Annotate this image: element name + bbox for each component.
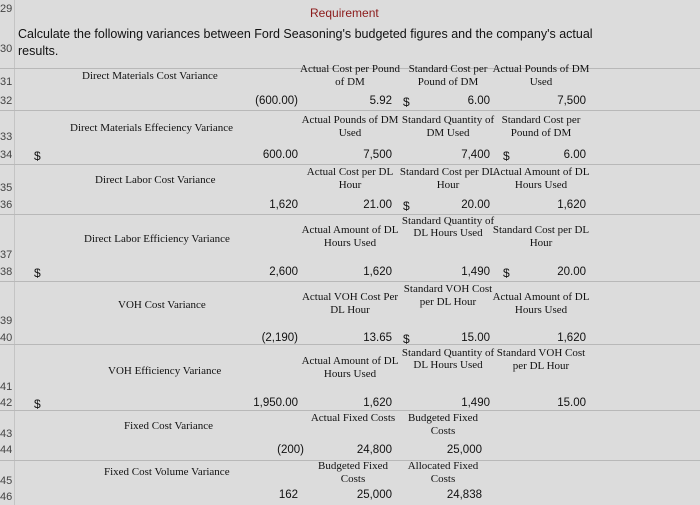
- dm-cost-header-1: Actual Cost per Pound of DM: [300, 63, 400, 88]
- row-number[interactable]: 38: [0, 266, 13, 278]
- requirement-title: Requirement: [310, 6, 379, 20]
- dl-eff-value-2[interactable]: 1,490: [461, 266, 490, 278]
- row-number[interactable]: 32: [0, 95, 13, 107]
- dm-eff-value-1[interactable]: 7,500: [363, 149, 392, 161]
- voh-cost-label: VOH Cost Variance: [118, 299, 206, 311]
- dl-eff-label: Direct Labor Efficiency Variance: [84, 233, 230, 245]
- dl-eff-header-2: Standard Quantity of DL Hours Used: [401, 215, 495, 239]
- dm-cost-variance[interactable]: (600.00): [255, 95, 298, 107]
- dm-eff-label: Direct Materials Effeciency Variance: [70, 122, 233, 134]
- dollar-sign: $: [34, 397, 41, 411]
- voh-cost-value-2[interactable]: 15.00: [461, 332, 490, 344]
- dm-cost-value-2[interactable]: 6.00: [467, 95, 490, 107]
- dl-eff-value-1[interactable]: 1,620: [363, 266, 392, 278]
- voh-cost-header-3: Actual Amount of DL Hours Used: [492, 291, 590, 316]
- dl-cost-value-1[interactable]: 21.00: [363, 199, 392, 211]
- dm-cost-header-2: Standard Cost per Pound of DM: [408, 63, 488, 88]
- dm-cost-label: Direct Materials Cost Variance: [82, 70, 218, 82]
- dl-cost-header-3: Actual Amount of DL Hours Used: [492, 166, 590, 191]
- fixed-cost-value-2[interactable]: 25,000: [446, 444, 482, 456]
- dl-eff-header-3: Standard Cost per DL Hour: [492, 224, 590, 249]
- grid-line: [0, 164, 700, 165]
- row-number[interactable]: 45: [0, 475, 13, 487]
- dollar-sign: $: [34, 266, 41, 280]
- dollar-sign: $: [503, 149, 510, 163]
- dollar-sign: $: [403, 95, 410, 109]
- dl-eff-variance[interactable]: 2,600: [269, 266, 298, 278]
- row-number[interactable]: 35: [0, 182, 13, 194]
- fixed-vol-header-1: Budgeted Fixed Costs: [318, 460, 388, 485]
- row-number[interactable]: 39: [0, 315, 13, 327]
- fixed-cost-header-2: Budgeted Fixed Costs: [408, 412, 478, 437]
- row-number[interactable]: 41: [0, 381, 13, 393]
- dollar-sign: $: [403, 332, 410, 346]
- row-header-divider: [14, 0, 15, 505]
- dollar-sign: $: [503, 266, 510, 280]
- dollar-sign: $: [34, 149, 41, 163]
- dl-eff-value-3[interactable]: 20.00: [557, 266, 586, 278]
- voh-cost-value-1[interactable]: 13.65: [363, 332, 392, 344]
- grid-line: [0, 281, 700, 282]
- row-number[interactable]: 31: [0, 76, 13, 88]
- row-number[interactable]: 33: [0, 131, 13, 143]
- row-number[interactable]: 44: [0, 444, 13, 456]
- fixed-cost-value-1[interactable]: 24,800: [356, 444, 392, 456]
- row-number[interactable]: 37: [0, 249, 13, 261]
- dm-eff-variance[interactable]: 600.00: [262, 149, 298, 161]
- fixed-cost-variance[interactable]: (200): [277, 444, 304, 456]
- fixed-vol-header-2: Allocated Fixed Costs: [407, 460, 479, 485]
- voh-cost-variance[interactable]: (2,190): [261, 332, 298, 344]
- fixed-vol-value-1[interactable]: 25,000: [356, 489, 392, 501]
- row-number[interactable]: 40: [0, 332, 13, 344]
- dm-eff-header-3: Standard Cost per Pound of DM: [501, 114, 581, 139]
- voh-cost-value-3[interactable]: 1,620: [557, 332, 586, 344]
- voh-cost-header-1: Actual VOH Cost Per DL Hour: [301, 291, 399, 316]
- fixed-vol-value-2[interactable]: 24,838: [446, 489, 482, 501]
- row-number[interactable]: 29: [0, 3, 13, 15]
- row-number[interactable]: 34: [0, 149, 13, 161]
- dollar-sign: $: [403, 199, 410, 213]
- fixed-vol-variance[interactable]: 162: [278, 489, 298, 501]
- dm-eff-value-3[interactable]: 6.00: [563, 149, 586, 161]
- requirement-text: Calculate the following variances between Ford Seasoning's budgeted figures and the company's actual results.: [18, 27, 593, 58]
- dl-cost-value-2[interactable]: 20.00: [461, 199, 490, 211]
- row-number[interactable]: 36: [0, 199, 13, 211]
- dm-cost-header-3: Actual Pounds of DM Used: [492, 63, 590, 88]
- dm-eff-header-2: Standard Quantity of DM Used: [401, 114, 495, 139]
- dm-cost-value-3[interactable]: 7,500: [557, 95, 586, 107]
- dl-cost-header-2: Standard Cost per DL Hour: [399, 166, 497, 191]
- voh-eff-variance[interactable]: 1,950.00: [253, 397, 298, 409]
- dl-cost-label: Direct Labor Cost Variance: [95, 174, 216, 186]
- row-number[interactable]: 43: [0, 428, 13, 440]
- dm-eff-value-2[interactable]: 7,400: [461, 149, 490, 161]
- fixed-cost-header-1: Actual Fixed Costs: [310, 412, 396, 424]
- grid-line: [0, 344, 700, 345]
- dl-eff-header-1: Actual Amount of DL Hours Used: [301, 224, 399, 249]
- dl-cost-header-1: Actual Cost per DL Hour: [306, 166, 394, 191]
- voh-eff-label: VOH Efficiency Variance: [108, 365, 222, 377]
- grid-line: [0, 110, 700, 111]
- row-number[interactable]: 42: [0, 397, 13, 409]
- voh-eff-value-3[interactable]: 15.00: [557, 397, 586, 409]
- row-number[interactable]: 46: [0, 491, 13, 503]
- fixed-cost-label: Fixed Cost Variance: [124, 420, 214, 432]
- dl-cost-value-3[interactable]: 1,620: [557, 199, 586, 211]
- row-number[interactable]: 30: [0, 43, 13, 55]
- voh-eff-header-2: Standard Quantity of DL Hours Used: [401, 347, 495, 371]
- voh-eff-header-3: Standard VOH Cost per DL Hour: [496, 347, 586, 372]
- dm-eff-header-1: Actual Pounds of DM Used: [301, 114, 399, 139]
- fixed-vol-label: Fixed Cost Volume Variance: [104, 466, 230, 478]
- grid-line: [0, 214, 700, 215]
- grid-line: [0, 410, 700, 411]
- voh-eff-header-1: Actual Amount of DL Hours Used: [301, 355, 399, 380]
- dm-cost-value-1[interactable]: 5.92: [369, 95, 392, 107]
- dl-cost-variance[interactable]: 1,620: [269, 199, 298, 211]
- voh-cost-header-2: Standard VOH Cost per DL Hour: [403, 283, 493, 308]
- voh-eff-value-1[interactable]: 1,620: [363, 397, 392, 409]
- voh-eff-value-2[interactable]: 1,490: [461, 397, 490, 409]
